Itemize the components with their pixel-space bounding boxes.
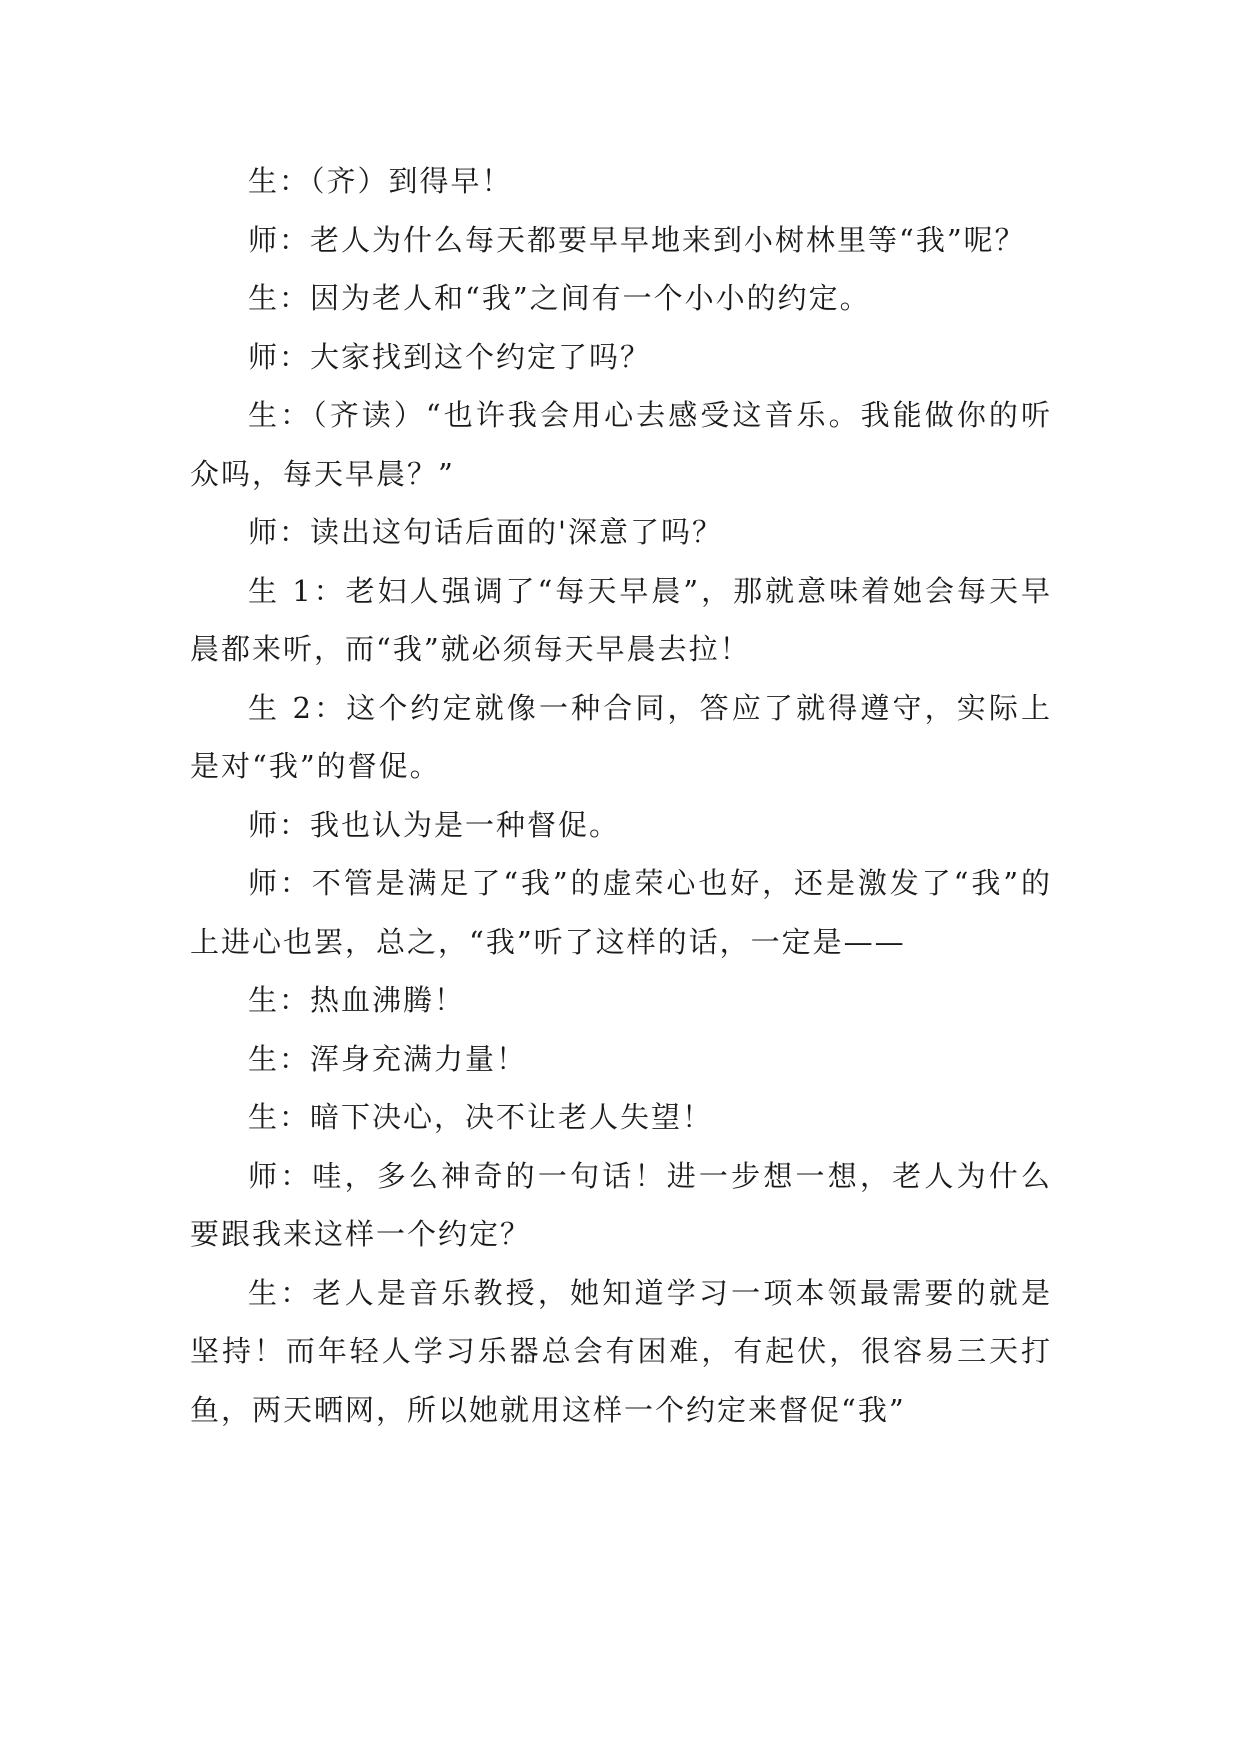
paragraph: 师：我也认为是一种督促。	[248, 807, 621, 842]
paragraph: 生 2：这个约定就像一种合同，答应了就得遵守，实际上是对“我”的督促。	[190, 690, 1052, 783]
document-page	[190, 152, 1052, 1439]
paragraph: 师：读出这句话后面的'深意了吗？	[248, 515, 723, 549]
paragraph: 师：不管是满足了“我”的虚荣心也好，还是激发了“我”的上进心也罢，总之，“我”听了这样的话，一定是——	[190, 866, 1052, 959]
paragraph: 师：哇，多么神奇的一句话！进一步想一想，老人为什么要跟我来这样一个约定？	[190, 1158, 1052, 1251]
paragraph: 生：暗下决心，决不让老人失望！	[248, 1100, 714, 1134]
paragraph: 生：热血沸腾！	[248, 983, 466, 1017]
paragraph: 生：（齐）到得早！	[248, 164, 513, 198]
paragraph: 生：老人是音乐教授，她知道学习一项本领最需要的就是坚持！而年轻人学习乐器总会有困难，有起伏，很容易三天打鱼，两天晒网，所以她就用这样一个约定来督促“我”	[190, 1275, 1052, 1427]
paragraph: 生：浑身充满力量！	[248, 1041, 528, 1076]
paragraph: 师：老人为什么每天都要早早地来到小树林里等“我”呢？	[248, 222, 1026, 257]
paragraph: 生：（齐读）“也许我会用心去感受这音乐。我能做你的听众吗，每天早晨？”	[190, 398, 1052, 491]
paragraph: 师：大家找到这个约定了吗？	[248, 339, 652, 374]
paragraph: 生：因为老人和“我”之间有一个小小的约定。	[248, 281, 871, 315]
paragraph: 生 1：老妇人强调了“每天早晨”，那就意味着她会每天早晨都来听，而“我”就必须每天早晨去拉！	[190, 573, 1052, 666]
